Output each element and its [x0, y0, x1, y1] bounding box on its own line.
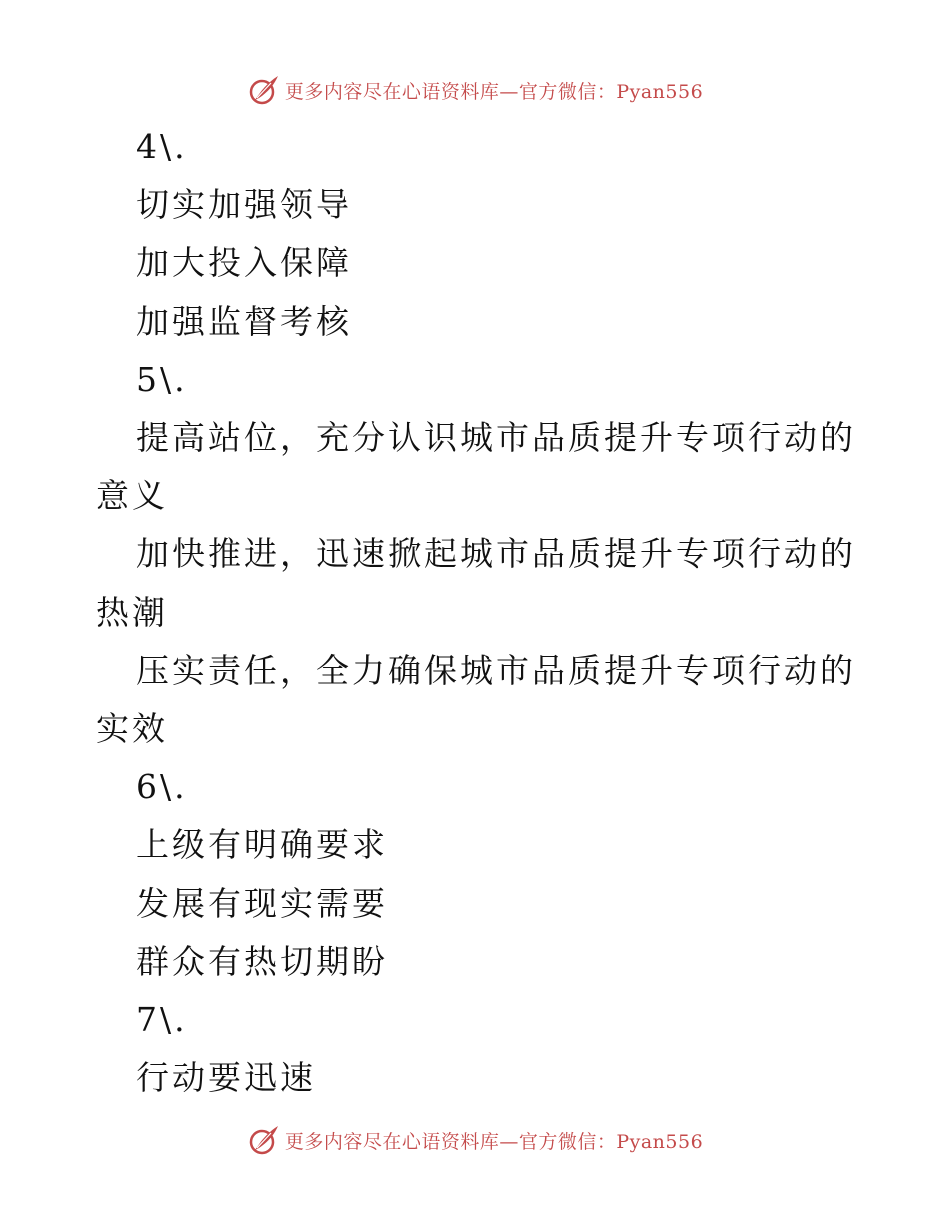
list-item: 加强监督考核 — [136, 301, 352, 341]
list-item: 压实责任，全力确保城市品质提升专项行动的实效 — [96, 650, 856, 749]
list-item: 行动要迅速 — [136, 1058, 316, 1098]
quill-pen-logo-icon — [247, 1123, 281, 1157]
document-body — [96, 118, 856, 1107]
quill-pen-logo-icon — [247, 73, 281, 107]
list-item: 上级有明确要求 — [136, 825, 388, 865]
footer-watermark — [0, 1120, 950, 1160]
list-item: 加大投入保障 — [136, 243, 352, 283]
list-item: 提高站位，充分认识城市品质提升专项行动的意义 — [96, 418, 856, 516]
section-number: 7\. — [136, 1000, 188, 1040]
list-item: 发展有现实需要 — [136, 883, 388, 923]
section-number: 6\. — [136, 767, 188, 807]
section-number: 5\. — [136, 359, 188, 399]
list-item: 群众有热切期盼 — [136, 941, 388, 981]
footer-watermark-text: 更多内容尽在心语资料库—官方微信：Pyan556 — [284, 1130, 704, 1153]
list-item: 加快推进，迅速掀起城市品质提升专项行动的热潮 — [96, 534, 856, 632]
header-watermark-text: 更多内容尽在心语资料库—官方微信：Pyan556 — [284, 80, 704, 103]
section-number: 4\. — [136, 127, 188, 166]
header-watermark — [0, 70, 950, 110]
list-item: 切实加强领导 — [136, 185, 352, 225]
